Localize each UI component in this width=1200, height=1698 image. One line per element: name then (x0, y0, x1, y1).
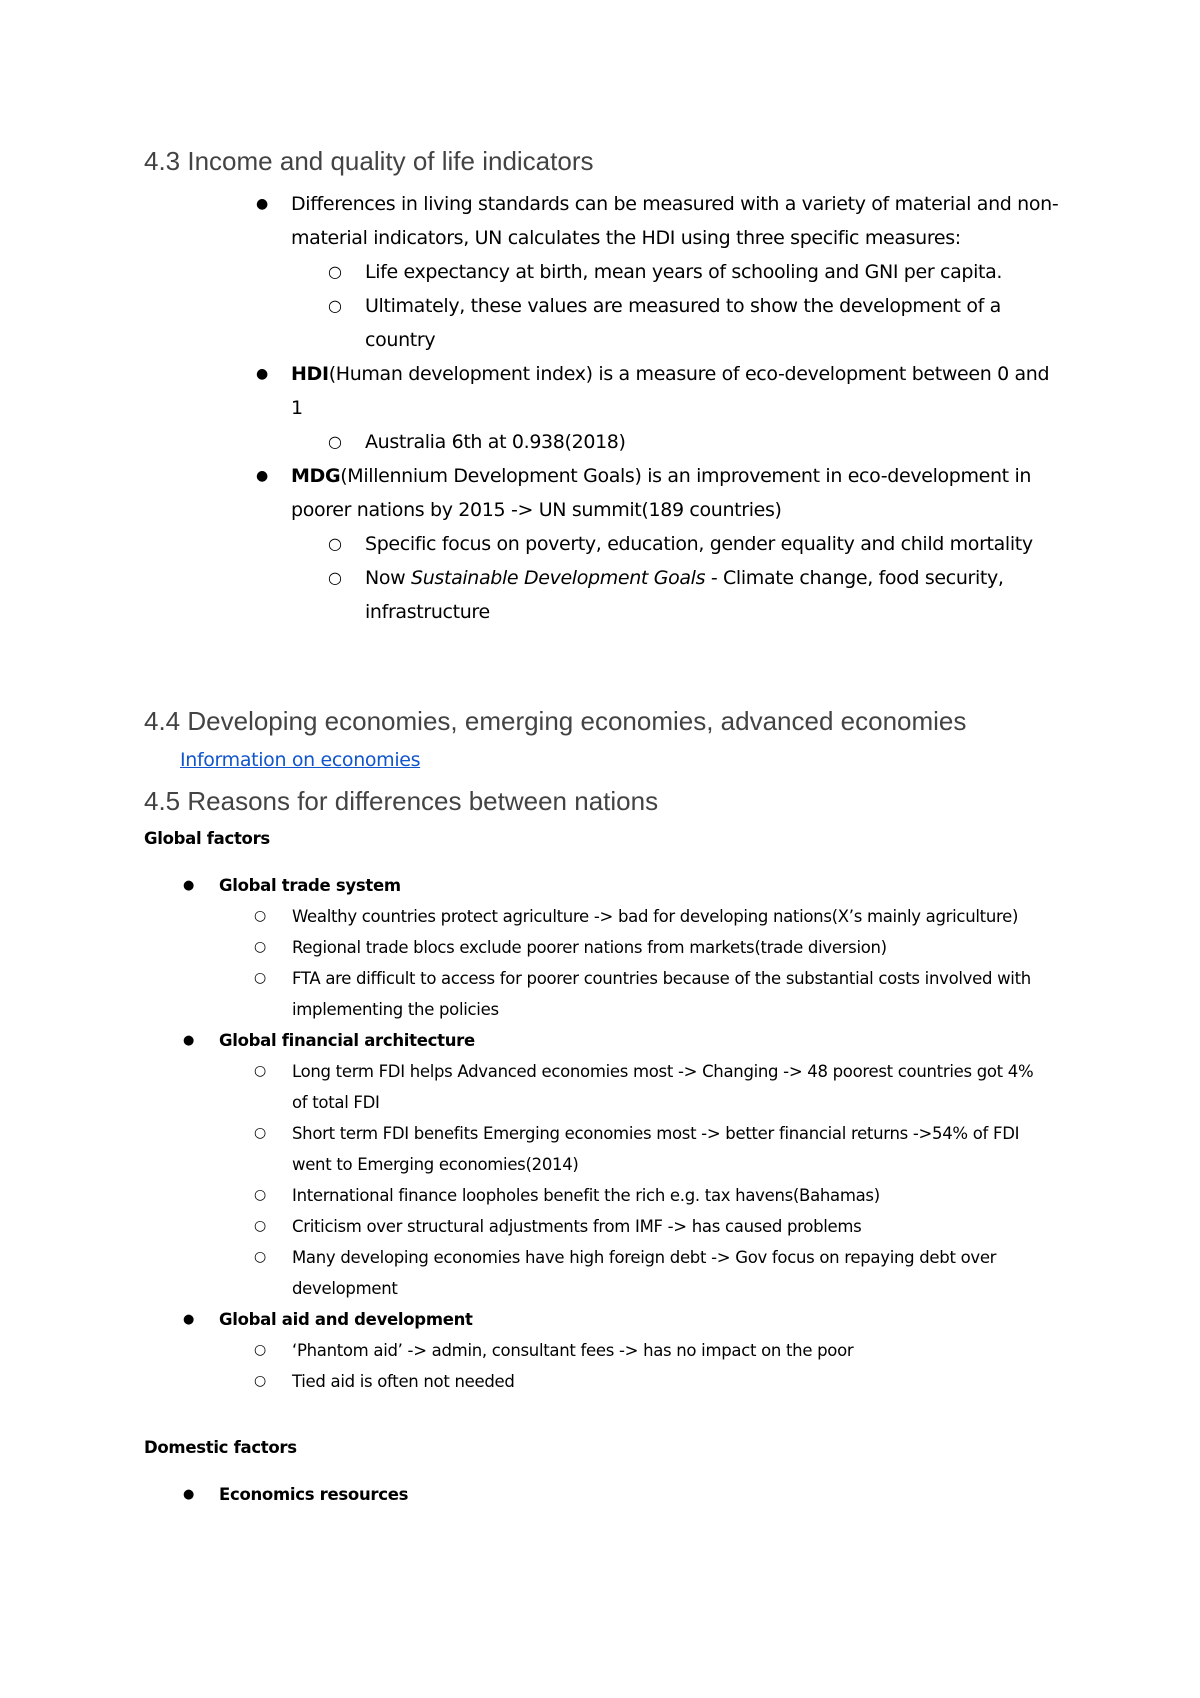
sub-list-item (0, 1366, 1052, 1397)
sub-list-item (0, 901, 1052, 932)
sub-list-item (0, 1118, 1052, 1180)
sub-bullet-icon: ○ (328, 262, 342, 281)
global-factors-list (0, 870, 1200, 1397)
sub-item-text: ‘Phantom aid’ -> admin, consultant fees -> has no impact on the poor (292, 1341, 854, 1360)
list-item (0, 1025, 1039, 1056)
sub-item-text: Ultimately, these values are measured to show the development of a country (365, 295, 1001, 351)
economies-info-link[interactable]: Information on economies (180, 749, 421, 771)
sub-bullet-icon: ○ (254, 1249, 266, 1265)
term-hdi: HDI (291, 363, 329, 385)
list-item (0, 1479, 1039, 1510)
sub-item-text: Life expectancy at birth, mean years of schooling and GNI per capita. (365, 261, 1003, 283)
section-4-5-heading: 4.5 Reasons for differences between nations (144, 786, 659, 816)
sub-bullet-icon: ○ (328, 568, 342, 587)
sub-item-text: Tied aid is often not needed (292, 1372, 515, 1391)
list-item (0, 870, 1039, 901)
bullet-icon: ● (256, 196, 268, 212)
sub-item-text: International finance loopholes benefit the rich e.g. tax havens(Bahamas) (292, 1186, 880, 1205)
sub-item-suffix: - Climate change, food security, infrastructure (365, 567, 1004, 623)
domestic-factors-label: Domestic factors (144, 1438, 297, 1457)
item-title: Global financial architecture (219, 1031, 475, 1050)
sub-list-item (0, 561, 1065, 629)
item-text: (Human development index) is a measure of eco-development between 0 and 1 (291, 363, 1050, 419)
item-text: Differences in living standards can be measured with a variety of material and non-material indicators, UN calculates the HDI using three specific measures: (291, 193, 1059, 249)
sub-item-text: Short term FDI benefits Emerging economies most -> better financial returns ->54% of FDI went to Emerging economies(2014) (292, 1124, 1020, 1174)
sub-list-item (0, 527, 1065, 561)
item-title: Global trade system (219, 876, 401, 895)
sub-item-text: Regional trade blocs exclude poorer nations from markets(trade diversion) (292, 938, 887, 957)
sub-list-item (0, 1211, 1052, 1242)
sub-list-item (0, 1335, 1052, 1366)
sub-list-item (0, 963, 1052, 1025)
section-4-3-list (0, 187, 1200, 629)
sub-bullet-icon: ○ (254, 1187, 266, 1203)
sub-bullet-icon: ○ (328, 534, 342, 553)
sub-bullet-icon: ○ (254, 970, 266, 986)
sub-item-text: Wealthy countries protect agriculture -> bad for developing nations(X’s mainly agriculture) (292, 907, 1019, 926)
global-factors-label: Global factors (144, 829, 270, 848)
bullet-icon: ● (183, 1312, 195, 1327)
sub-item-prefix: Now (365, 567, 412, 589)
bullet-icon: ● (183, 1033, 195, 1048)
sub-item-text: FTA are difficult to access for poorer countries because of the substantial costs involved with implementing the policies (292, 969, 1031, 1019)
item-text: (Millennium Development Goals) is an improvement in eco-development in poorer nations by 2015 -> UN summit(189 countries) (291, 465, 1032, 521)
sub-item-text: Criticism over structural adjustments from IMF -> has caused problems (292, 1217, 862, 1236)
sub-list-item (0, 255, 1065, 289)
sub-item-text: Specific focus on poverty, education, gender equality and child mortality (365, 533, 1033, 555)
section-4-4-heading: 4.4 Developing economies, emerging economies, advanced economies (144, 706, 967, 736)
list-item (0, 357, 1061, 425)
bullet-icon: ● (256, 468, 268, 484)
sub-list-item (0, 425, 1065, 459)
sub-list-item (0, 1180, 1052, 1211)
sub-bullet-icon: ○ (254, 939, 266, 955)
term-mdg: MDG (291, 465, 341, 487)
sdg-term: Sustainable Development Goals (411, 567, 706, 589)
list-item (0, 187, 1061, 255)
sub-bullet-icon: ○ (254, 1218, 266, 1234)
sub-list-item (0, 932, 1052, 963)
sub-bullet-icon: ○ (254, 908, 266, 924)
sub-list-item (0, 1242, 1052, 1304)
item-title: Global aid and development (219, 1310, 473, 1329)
bullet-icon: ● (183, 1487, 195, 1502)
sub-list-item (0, 289, 1065, 357)
list-item (0, 459, 1061, 527)
list-item (0, 1304, 1039, 1335)
sub-item-text: Long term FDI helps Advanced economies most -> Changing -> 48 poorest countries got 4% of total FDI (292, 1062, 1034, 1112)
sub-item-text: Australia 6th at 0.938(2018) (365, 431, 626, 453)
sub-bullet-icon: ○ (328, 432, 342, 451)
sub-bullet-icon: ○ (254, 1373, 266, 1389)
section-4-3-heading: 4.3 Income and quality of life indicators (144, 146, 594, 176)
sub-item-text: Many developing economies have high foreign debt -> Gov focus on repaying debt over development (292, 1248, 997, 1298)
sub-list-item (0, 1056, 1052, 1118)
sub-bullet-icon: ○ (254, 1342, 266, 1358)
domestic-factors-list (0, 1479, 1200, 1510)
sub-bullet-icon: ○ (328, 296, 342, 315)
bullet-icon: ● (183, 878, 195, 893)
item-title: Economics resources (219, 1485, 409, 1504)
sub-bullet-icon: ○ (254, 1063, 266, 1079)
sub-bullet-icon: ○ (254, 1125, 266, 1141)
bullet-icon: ● (256, 366, 268, 382)
